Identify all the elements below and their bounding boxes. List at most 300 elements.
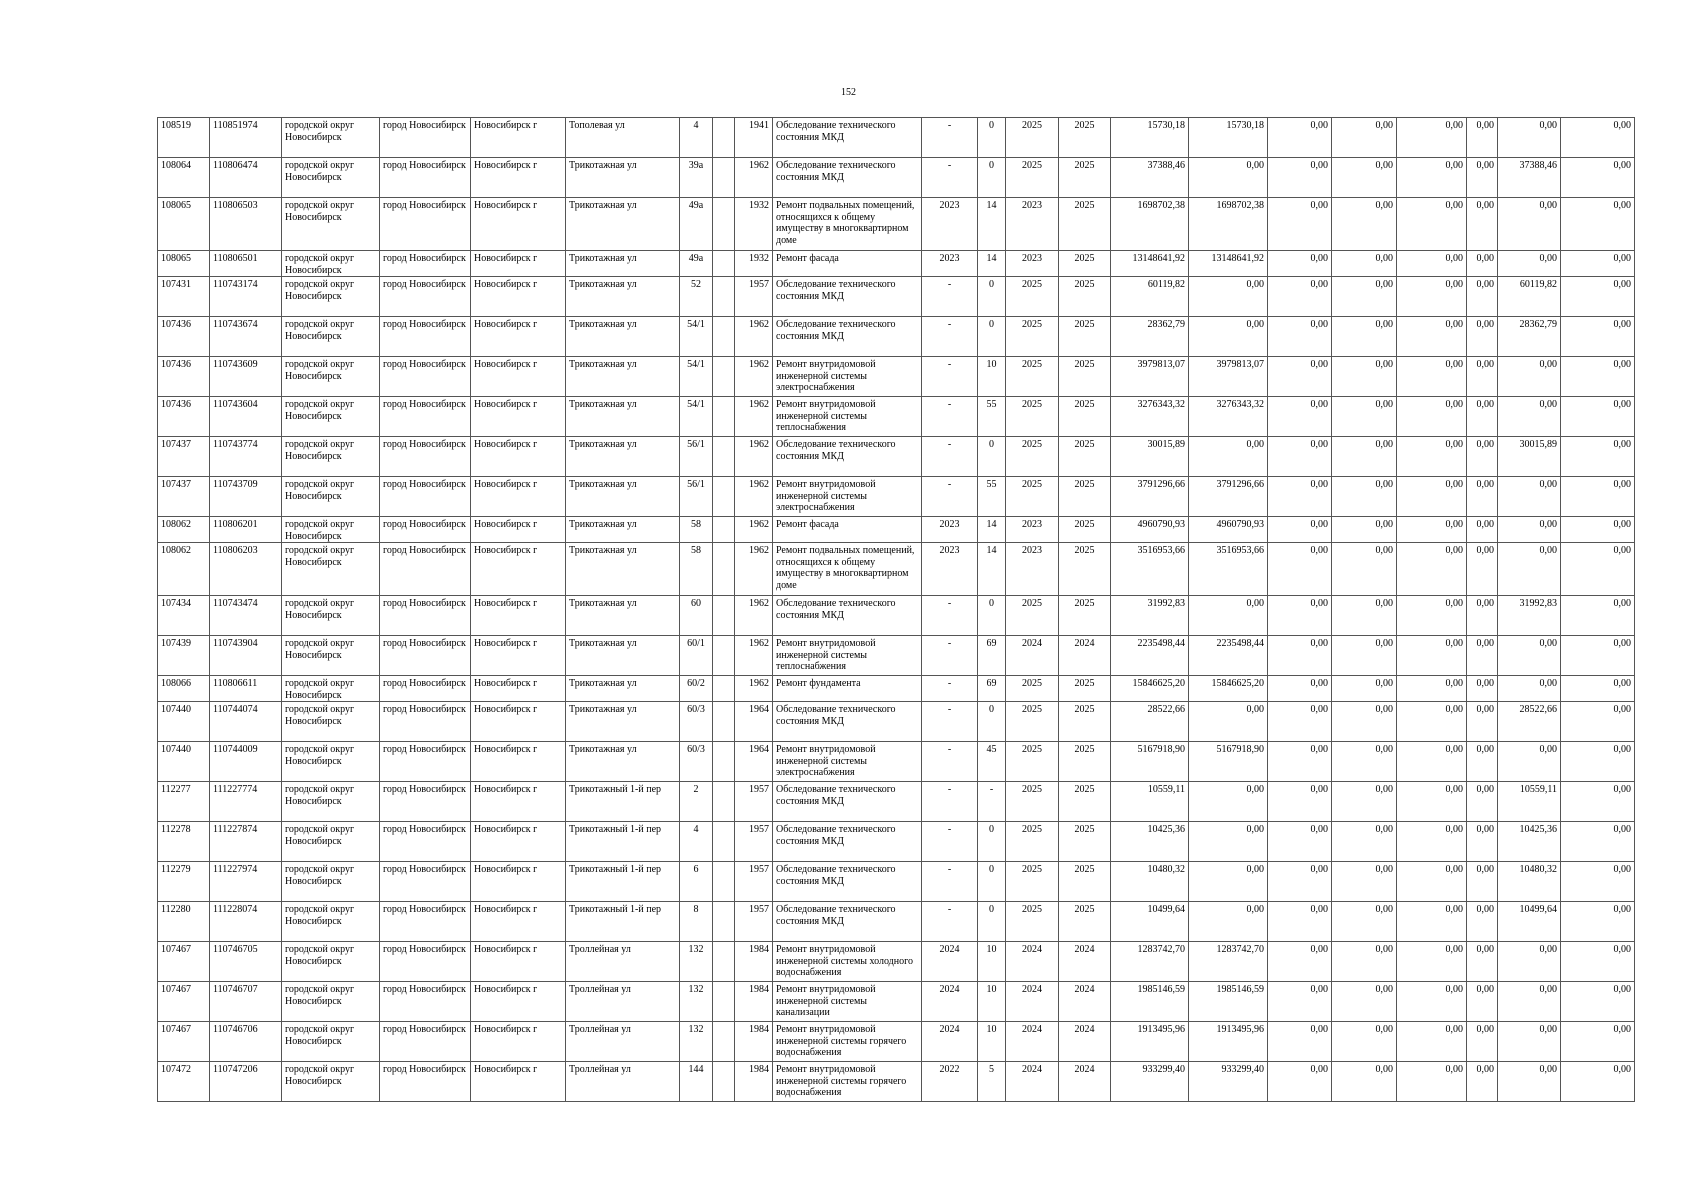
cell-last-repair-year: 2023 <box>922 251 978 277</box>
cell-cost-2: 0,00 <box>1332 822 1397 862</box>
cell-building <box>713 742 735 782</box>
cell-locality: Новосибирск г <box>471 676 566 702</box>
cell-house-id: 112277 <box>158 782 210 822</box>
cell-cost-3: 0,00 <box>1397 942 1467 982</box>
cell-cost-5: 28362,79 <box>1498 317 1561 357</box>
cell-wear-percent: 14 <box>978 543 1006 596</box>
cell-wear-percent: 0 <box>978 437 1006 477</box>
cell-cost-fund: 0,00 <box>1189 437 1268 477</box>
cell-year-built: 1962 <box>735 158 773 198</box>
cell-cost-3: 0,00 <box>1397 477 1467 517</box>
cell-cost-5: 0,00 <box>1498 477 1561 517</box>
cell-cost-3: 0,00 <box>1397 277 1467 317</box>
cell-plan-year-end: 2025 <box>1059 822 1111 862</box>
cell-street: Трикотажный 1-й пер <box>566 782 680 822</box>
cell-building <box>713 437 735 477</box>
cell-cost-4: 0,00 <box>1467 702 1498 742</box>
cell-wear-percent: 45 <box>978 742 1006 782</box>
cell-wear-percent: 0 <box>978 862 1006 902</box>
table-row <box>158 782 1635 822</box>
cell-cost-2: 0,00 <box>1332 357 1397 397</box>
cell-house-number: 39а <box>680 158 713 198</box>
cell-work-type: Ремонт внутридомовой инженерной системы теплоснабжения <box>773 636 922 676</box>
cell-plan-year-start: 2023 <box>1006 198 1059 251</box>
cell-work-id: 110806501 <box>210 251 282 277</box>
cell-house-id: 107431 <box>158 277 210 317</box>
cell-street: Трикотажный 1-й пер <box>566 862 680 902</box>
cell-cost-3: 0,00 <box>1397 636 1467 676</box>
cell-street: Трикотажный 1-й пер <box>566 902 680 942</box>
cell-cost-6: 0,00 <box>1561 1022 1635 1062</box>
cell-plan-year-start: 2023 <box>1006 543 1059 596</box>
cell-year-built: 1957 <box>735 822 773 862</box>
cell-street: Трикотажная ул <box>566 357 680 397</box>
cell-cost-fund: 0,00 <box>1189 596 1268 636</box>
cell-cost-4: 0,00 <box>1467 742 1498 782</box>
cell-cost-4: 0,00 <box>1467 437 1498 477</box>
table-row <box>158 1062 1635 1102</box>
cell-year-built: 1962 <box>735 397 773 437</box>
cell-house-id: 107440 <box>158 702 210 742</box>
cell-building <box>713 397 735 437</box>
cell-total-cost: 5167918,90 <box>1111 742 1189 782</box>
cell-cost-fund: 3516953,66 <box>1189 543 1268 596</box>
cell-cost-2: 0,00 <box>1332 277 1397 317</box>
cell-house-id: 112278 <box>158 822 210 862</box>
cell-work-type: Ремонт внутридомовой инженерной системы холодного водоснабжения <box>773 942 922 982</box>
cell-cost-4: 0,00 <box>1467 782 1498 822</box>
cell-cost-5: 0,00 <box>1498 1062 1561 1102</box>
cell-work-type: Обследование технического состояния МКД <box>773 782 922 822</box>
cell-house-id: 108062 <box>158 517 210 543</box>
cell-cost-1: 0,00 <box>1268 158 1332 198</box>
cell-wear-percent: - <box>978 782 1006 822</box>
cell-cost-fund: 0,00 <box>1189 317 1268 357</box>
cell-last-repair-year: - <box>922 477 978 517</box>
cell-work-type: Ремонт внутридомовой инженерной системы теплоснабжения <box>773 397 922 437</box>
table-body <box>158 118 1635 1102</box>
page-number: 152 <box>841 87 856 98</box>
cell-work-id: 110747206 <box>210 1062 282 1102</box>
cell-cost-1: 0,00 <box>1268 477 1332 517</box>
cell-building <box>713 596 735 636</box>
table-row <box>158 1022 1635 1062</box>
cell-street: Трикотажная ул <box>566 397 680 437</box>
table-row <box>158 862 1635 902</box>
table-row <box>158 158 1635 198</box>
cell-cost-6: 0,00 <box>1561 596 1635 636</box>
cell-cost-2: 0,00 <box>1332 862 1397 902</box>
cell-cost-3: 0,00 <box>1397 1022 1467 1062</box>
cell-plan-year-start: 2025 <box>1006 397 1059 437</box>
cell-house-number: 60/2 <box>680 676 713 702</box>
cell-total-cost: 1985146,59 <box>1111 982 1189 1022</box>
cell-municipality: городской округ Новосибирск <box>282 1062 380 1102</box>
cell-house-number: 56/1 <box>680 437 713 477</box>
cell-year-built: 1962 <box>735 543 773 596</box>
cell-year-built: 1984 <box>735 942 773 982</box>
cell-cost-6: 0,00 <box>1561 902 1635 942</box>
cell-cost-2: 0,00 <box>1332 942 1397 982</box>
cell-wear-percent: 0 <box>978 118 1006 158</box>
cell-total-cost: 13148641,92 <box>1111 251 1189 277</box>
cell-total-cost: 933299,40 <box>1111 1062 1189 1102</box>
cell-cost-2: 0,00 <box>1332 782 1397 822</box>
cell-cost-2: 0,00 <box>1332 397 1397 437</box>
cell-total-cost: 28522,66 <box>1111 702 1189 742</box>
cell-cost-fund: 13148641,92 <box>1189 251 1268 277</box>
cell-cost-5: 30015,89 <box>1498 437 1561 477</box>
cell-work-id: 110743474 <box>210 596 282 636</box>
cell-street: Трикотажная ул <box>566 702 680 742</box>
cell-total-cost: 15846625,20 <box>1111 676 1189 702</box>
cell-work-type: Ремонт внутридомовой инженерной системы электроснабжения <box>773 742 922 782</box>
cell-last-repair-year: 2024 <box>922 1022 978 1062</box>
cell-building <box>713 357 735 397</box>
cell-year-built: 1962 <box>735 636 773 676</box>
cell-cost-2: 0,00 <box>1332 118 1397 158</box>
cell-last-repair-year: 2024 <box>922 942 978 982</box>
cell-plan-year-end: 2025 <box>1059 543 1111 596</box>
cell-municipality: городской округ Новосибирск <box>282 676 380 702</box>
cell-house-number: 54/1 <box>680 397 713 437</box>
cell-plan-year-start: 2025 <box>1006 596 1059 636</box>
cell-wear-percent: 55 <box>978 477 1006 517</box>
cell-house-id: 108064 <box>158 158 210 198</box>
cell-cost-5: 0,00 <box>1498 676 1561 702</box>
cell-municipality: городской округ Новосибирск <box>282 782 380 822</box>
cell-cost-4: 0,00 <box>1467 477 1498 517</box>
cell-wear-percent: 0 <box>978 596 1006 636</box>
cell-settlement: город Новосибирск <box>380 702 471 742</box>
cell-plan-year-end: 2025 <box>1059 477 1111 517</box>
cell-house-id: 107436 <box>158 357 210 397</box>
cell-wear-percent: 14 <box>978 251 1006 277</box>
table-row <box>158 596 1635 636</box>
cell-cost-fund: 0,00 <box>1189 277 1268 317</box>
cell-house-number: 52 <box>680 277 713 317</box>
cell-last-repair-year: - <box>922 702 978 742</box>
cell-work-type: Ремонт подвальных помещений, относящихся к общему имуществу в многоквартирном доме <box>773 543 922 596</box>
cell-cost-1: 0,00 <box>1268 397 1332 437</box>
cell-building <box>713 317 735 357</box>
cell-work-type: Обследование технического состояния МКД <box>773 158 922 198</box>
cell-house-number: 6 <box>680 862 713 902</box>
table-row <box>158 357 1635 397</box>
cell-cost-4: 0,00 <box>1467 1022 1498 1062</box>
cell-locality: Новосибирск г <box>471 1062 566 1102</box>
cell-wear-percent: 69 <box>978 636 1006 676</box>
cell-cost-2: 0,00 <box>1332 702 1397 742</box>
cell-house-id: 108062 <box>158 543 210 596</box>
cell-cost-1: 0,00 <box>1268 862 1332 902</box>
cell-work-type: Ремонт внутридомовой инженерной системы канализации <box>773 982 922 1022</box>
cell-total-cost: 10559,11 <box>1111 782 1189 822</box>
cell-plan-year-start: 2025 <box>1006 862 1059 902</box>
cell-settlement: город Новосибирск <box>380 1022 471 1062</box>
cell-locality: Новосибирск г <box>471 822 566 862</box>
cell-wear-percent: 0 <box>978 822 1006 862</box>
cell-cost-3: 0,00 <box>1397 543 1467 596</box>
cell-street: Троллейная ул <box>566 942 680 982</box>
cell-year-built: 1984 <box>735 1022 773 1062</box>
cell-year-built: 1962 <box>735 317 773 357</box>
cell-cost-4: 0,00 <box>1467 596 1498 636</box>
cell-cost-1: 0,00 <box>1268 1062 1332 1102</box>
cell-plan-year-start: 2024 <box>1006 942 1059 982</box>
cell-work-id: 110743174 <box>210 277 282 317</box>
cell-work-id: 110746705 <box>210 942 282 982</box>
table-row <box>158 636 1635 676</box>
cell-plan-year-end: 2025 <box>1059 357 1111 397</box>
cell-house-id: 112280 <box>158 902 210 942</box>
cell-work-id: 110743604 <box>210 397 282 437</box>
cell-cost-6: 0,00 <box>1561 277 1635 317</box>
cell-wear-percent: 0 <box>978 277 1006 317</box>
cell-cost-3: 0,00 <box>1397 251 1467 277</box>
cell-street: Трикотажная ул <box>566 158 680 198</box>
cell-plan-year-end: 2025 <box>1059 742 1111 782</box>
cell-plan-year-start: 2025 <box>1006 357 1059 397</box>
cell-cost-6: 0,00 <box>1561 676 1635 702</box>
cell-municipality: городской округ Новосибирск <box>282 277 380 317</box>
cell-cost-4: 0,00 <box>1467 517 1498 543</box>
cell-locality: Новосибирск г <box>471 397 566 437</box>
cell-plan-year-end: 2025 <box>1059 118 1111 158</box>
cell-house-number: 58 <box>680 517 713 543</box>
cell-work-id: 111228074 <box>210 902 282 942</box>
cell-cost-2: 0,00 <box>1332 742 1397 782</box>
cell-settlement: город Новосибирск <box>380 118 471 158</box>
cell-total-cost: 10480,32 <box>1111 862 1189 902</box>
cell-work-id: 110806203 <box>210 543 282 596</box>
cell-cost-2: 0,00 <box>1332 437 1397 477</box>
cell-work-type: Обследование технического состояния МКД <box>773 317 922 357</box>
cell-house-id: 107467 <box>158 982 210 1022</box>
cell-cost-fund: 1913495,96 <box>1189 1022 1268 1062</box>
cell-settlement: город Новосибирск <box>380 477 471 517</box>
cell-street: Трикотажная ул <box>566 251 680 277</box>
cell-plan-year-start: 2024 <box>1006 1062 1059 1102</box>
cell-municipality: городской округ Новосибирск <box>282 862 380 902</box>
cell-building <box>713 543 735 596</box>
cell-year-built: 1964 <box>735 702 773 742</box>
cell-total-cost: 30015,89 <box>1111 437 1189 477</box>
cell-wear-percent: 10 <box>978 357 1006 397</box>
table-row <box>158 251 1635 277</box>
cell-cost-2: 0,00 <box>1332 198 1397 251</box>
table-row <box>158 118 1635 158</box>
cell-cost-fund: 933299,40 <box>1189 1062 1268 1102</box>
cell-settlement: город Новосибирск <box>380 437 471 477</box>
cell-cost-4: 0,00 <box>1467 543 1498 596</box>
cell-plan-year-start: 2025 <box>1006 742 1059 782</box>
cell-street: Трикотажная ул <box>566 596 680 636</box>
cell-house-id: 107467 <box>158 1022 210 1062</box>
cell-building <box>713 251 735 277</box>
cell-total-cost: 3516953,66 <box>1111 543 1189 596</box>
cell-last-repair-year: - <box>922 636 978 676</box>
cell-plan-year-end: 2025 <box>1059 702 1111 742</box>
cell-locality: Новосибирск г <box>471 277 566 317</box>
cell-municipality: городской округ Новосибирск <box>282 118 380 158</box>
cell-cost-4: 0,00 <box>1467 118 1498 158</box>
cell-street: Трикотажная ул <box>566 742 680 782</box>
cell-house-number: 60/3 <box>680 742 713 782</box>
cell-plan-year-end: 2025 <box>1059 437 1111 477</box>
cell-plan-year-end: 2025 <box>1059 397 1111 437</box>
cell-year-built: 1962 <box>735 357 773 397</box>
cell-cost-fund: 15730,18 <box>1189 118 1268 158</box>
cell-work-id: 110806201 <box>210 517 282 543</box>
cell-total-cost: 1283742,70 <box>1111 942 1189 982</box>
cell-cost-1: 0,00 <box>1268 357 1332 397</box>
cell-work-id: 110743774 <box>210 437 282 477</box>
cell-cost-2: 0,00 <box>1332 1022 1397 1062</box>
cell-house-number: 144 <box>680 1062 713 1102</box>
cell-work-id: 110744074 <box>210 702 282 742</box>
cell-cost-5: 37388,46 <box>1498 158 1561 198</box>
cell-work-type: Обследование технического состояния МКД <box>773 902 922 942</box>
cell-street: Троллейная ул <box>566 1062 680 1102</box>
cell-cost-4: 0,00 <box>1467 902 1498 942</box>
cell-last-repair-year: - <box>922 397 978 437</box>
cell-work-type: Обследование технического состояния МКД <box>773 862 922 902</box>
cell-cost-1: 0,00 <box>1268 1022 1332 1062</box>
cell-house-id: 107437 <box>158 477 210 517</box>
cell-year-built: 1962 <box>735 437 773 477</box>
cell-wear-percent: 0 <box>978 317 1006 357</box>
cell-wear-percent: 14 <box>978 198 1006 251</box>
cell-cost-4: 0,00 <box>1467 158 1498 198</box>
cell-cost-6: 0,00 <box>1561 198 1635 251</box>
cell-cost-fund: 1698702,38 <box>1189 198 1268 251</box>
cell-plan-year-end: 2025 <box>1059 902 1111 942</box>
cell-work-id: 110743674 <box>210 317 282 357</box>
cell-cost-5: 0,00 <box>1498 397 1561 437</box>
cell-house-number: 132 <box>680 942 713 982</box>
cell-work-id: 111227974 <box>210 862 282 902</box>
cell-house-number: 8 <box>680 902 713 942</box>
cell-street: Троллейная ул <box>566 1022 680 1062</box>
cell-total-cost: 37388,46 <box>1111 158 1189 198</box>
cell-plan-year-end: 2025 <box>1059 158 1111 198</box>
cell-house-id: 107467 <box>158 942 210 982</box>
cell-municipality: городской округ Новосибирск <box>282 317 380 357</box>
cell-municipality: городской округ Новосибирск <box>282 251 380 277</box>
cell-building <box>713 1062 735 1102</box>
cell-year-built: 1932 <box>735 251 773 277</box>
cell-locality: Новосибирск г <box>471 357 566 397</box>
cell-settlement: город Новосибирск <box>380 862 471 902</box>
table-row <box>158 742 1635 782</box>
cell-cost-6: 0,00 <box>1561 862 1635 902</box>
cell-cost-4: 0,00 <box>1467 1062 1498 1102</box>
cell-plan-year-start: 2023 <box>1006 517 1059 543</box>
cell-settlement: город Новосибирск <box>380 902 471 942</box>
cell-cost-2: 0,00 <box>1332 1062 1397 1102</box>
cell-building <box>713 982 735 1022</box>
cell-municipality: городской округ Новосибирск <box>282 198 380 251</box>
cell-house-number: 60/1 <box>680 636 713 676</box>
cell-cost-3: 0,00 <box>1397 676 1467 702</box>
table-row <box>158 277 1635 317</box>
cell-cost-2: 0,00 <box>1332 636 1397 676</box>
cell-cost-1: 0,00 <box>1268 543 1332 596</box>
cell-cost-5: 0,00 <box>1498 1022 1561 1062</box>
cell-locality: Новосибирск г <box>471 517 566 543</box>
cell-last-repair-year: - <box>922 357 978 397</box>
cell-plan-year-end: 2025 <box>1059 277 1111 317</box>
cell-work-id: 110806503 <box>210 198 282 251</box>
cell-cost-fund: 0,00 <box>1189 902 1268 942</box>
cell-house-number: 58 <box>680 543 713 596</box>
cell-house-id: 112279 <box>158 862 210 902</box>
cell-work-type: Ремонт фундамента <box>773 676 922 702</box>
cell-street: Тополевая ул <box>566 118 680 158</box>
cell-year-built: 1962 <box>735 477 773 517</box>
cell-settlement: город Новосибирск <box>380 517 471 543</box>
cell-cost-3: 0,00 <box>1397 982 1467 1022</box>
cell-cost-1: 0,00 <box>1268 822 1332 862</box>
cell-total-cost: 1698702,38 <box>1111 198 1189 251</box>
cell-wear-percent: 55 <box>978 397 1006 437</box>
cell-year-built: 1957 <box>735 277 773 317</box>
cell-house-id: 107434 <box>158 596 210 636</box>
cell-locality: Новосибирск г <box>471 198 566 251</box>
cell-cost-2: 0,00 <box>1332 517 1397 543</box>
cell-cost-6: 0,00 <box>1561 822 1635 862</box>
cell-cost-3: 0,00 <box>1397 1062 1467 1102</box>
cell-work-id: 110806611 <box>210 676 282 702</box>
cell-plan-year-end: 2025 <box>1059 317 1111 357</box>
cell-plan-year-end: 2024 <box>1059 1022 1111 1062</box>
cell-work-type: Обследование технического состояния МКД <box>773 702 922 742</box>
cell-house-id: 107436 <box>158 397 210 437</box>
cell-cost-6: 0,00 <box>1561 317 1635 357</box>
cell-wear-percent: 5 <box>978 1062 1006 1102</box>
cell-wear-percent: 0 <box>978 702 1006 742</box>
cell-plan-year-start: 2025 <box>1006 277 1059 317</box>
cell-municipality: городской округ Новосибирск <box>282 1022 380 1062</box>
cell-cost-4: 0,00 <box>1467 317 1498 357</box>
cell-house-number: 60 <box>680 596 713 636</box>
cell-settlement: город Новосибирск <box>380 1062 471 1102</box>
cell-work-id: 110851974 <box>210 118 282 158</box>
cell-cost-6: 0,00 <box>1561 942 1635 982</box>
cell-work-id: 110743709 <box>210 477 282 517</box>
cell-plan-year-start: 2025 <box>1006 822 1059 862</box>
cell-cost-3: 0,00 <box>1397 702 1467 742</box>
cell-cost-3: 0,00 <box>1397 596 1467 636</box>
cell-cost-6: 0,00 <box>1561 742 1635 782</box>
cell-cost-1: 0,00 <box>1268 437 1332 477</box>
cell-plan-year-end: 2025 <box>1059 862 1111 902</box>
cell-house-id: 107436 <box>158 317 210 357</box>
cell-plan-year-start: 2025 <box>1006 437 1059 477</box>
cell-cost-3: 0,00 <box>1397 822 1467 862</box>
cell-plan-year-start: 2025 <box>1006 702 1059 742</box>
cell-cost-fund: 1985146,59 <box>1189 982 1268 1022</box>
cell-last-repair-year: 2023 <box>922 517 978 543</box>
cell-wear-percent: 0 <box>978 902 1006 942</box>
cell-year-built: 1957 <box>735 862 773 902</box>
cell-cost-4: 0,00 <box>1467 357 1498 397</box>
cell-wear-percent: 0 <box>978 158 1006 198</box>
repair-register-table <box>157 117 1635 1102</box>
cell-cost-5: 0,00 <box>1498 636 1561 676</box>
cell-cost-5: 0,00 <box>1498 357 1561 397</box>
